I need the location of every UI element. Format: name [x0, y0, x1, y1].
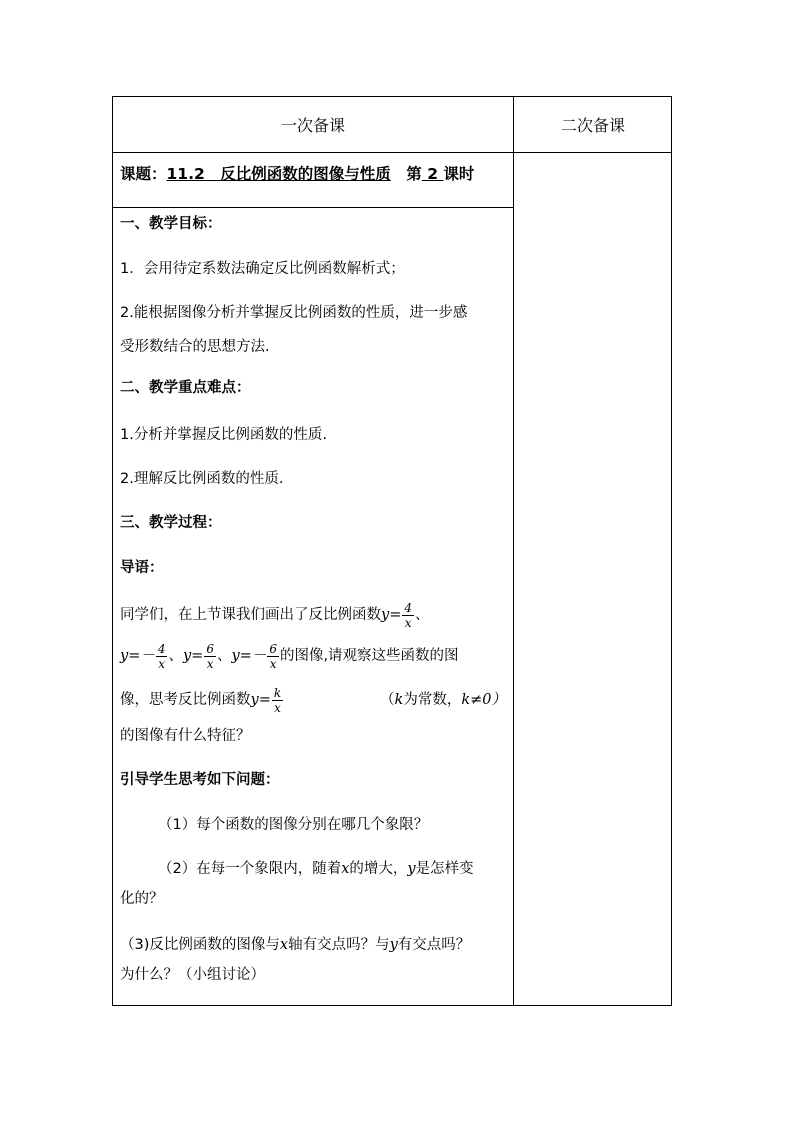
topic-line — [120, 164, 474, 184]
question-3-line-1: （3)反比例函数的图像与x轴有交点吗？与y有交点吗？ — [120, 937, 471, 953]
topic-lesson: 11.2 反比例函数的图像与性质 — [166, 165, 391, 183]
question-2-line-1: （2）在每一个象限内，随着x的增大，y是怎样变 — [158, 861, 474, 877]
lesson-plan-table — [112, 96, 672, 1006]
key-points-heading: 二、教学重点难点： — [120, 380, 251, 396]
period-number: 2 — [427, 165, 438, 183]
k-constant-note: （k为常数，k≠0） — [380, 692, 506, 708]
first-prep-header: 一次备课 — [280, 116, 345, 135]
period-prefix: 第 — [406, 165, 422, 183]
process-heading: 三、教学过程： — [120, 515, 222, 531]
question-1: （1）每个函数的图像分别在哪几个象限？ — [158, 817, 429, 833]
intro-paragraph-line-3: 像，思考反比例函数y= $\frac{k}{x}$ （k为常数，k≠0） — [120, 682, 506, 718]
fraction-4-over-x: $\frac{4}{x}$ — [404, 600, 412, 630]
second-prep-column — [514, 153, 671, 1005]
objective-item-1: 1．会用待定系数法确定反比例函数解析式； — [120, 261, 405, 277]
objective-item-2-line-2: 受形数结合的思想方法. — [120, 339, 270, 355]
intro-heading: 导语： — [120, 560, 164, 576]
intro-paragraph-line-4: 的图像有什么特征？ — [120, 728, 251, 744]
key-point-item-2: 2.理解反比例函数的性质. — [120, 471, 284, 487]
topic-label: 课题： — [120, 165, 167, 183]
question-3-line-2: 为什么？（小组讨论） — [120, 967, 265, 983]
fraction-neg-4-over-x: $\frac{4}{x}$ — [157, 641, 166, 671]
key-point-item-1: 1.分析并掌握反比例函数的性质. — [120, 427, 327, 443]
intro-paragraph-line-1: 同学们，在上节课我们画出了反比例函数y= $\frac{4}{x}$ 、 — [120, 600, 430, 630]
fraction-k-over-x: $\frac{k}{x}$ — [273, 685, 282, 715]
intro-paragraph-line-2: y=－ $\frac{4}{x}$ 、y= $\frac{6}{x}$ 、y=－ $\frac{6}{x}$ 的图像,请观察这些函数的图 — [120, 641, 459, 671]
guide-heading: 引导学生思考如下问题： — [120, 772, 280, 788]
second-prep-header: 二次备课 — [560, 116, 625, 135]
question-2-line-2: 化的？ — [120, 891, 164, 907]
objectives-heading: 一、教学目标： — [120, 216, 222, 232]
objective-item-2-line-1: 2.能根据图像分析并掌握反比例函数的性质，进一步感 — [120, 305, 468, 321]
fraction-6-over-x: $\frac{6}{x}$ — [206, 641, 214, 671]
period-suffix: 课时 — [443, 165, 475, 183]
fraction-neg-6-over-x: $\frac{6}{x}$ — [269, 641, 277, 671]
topic-divider — [113, 207, 513, 208]
